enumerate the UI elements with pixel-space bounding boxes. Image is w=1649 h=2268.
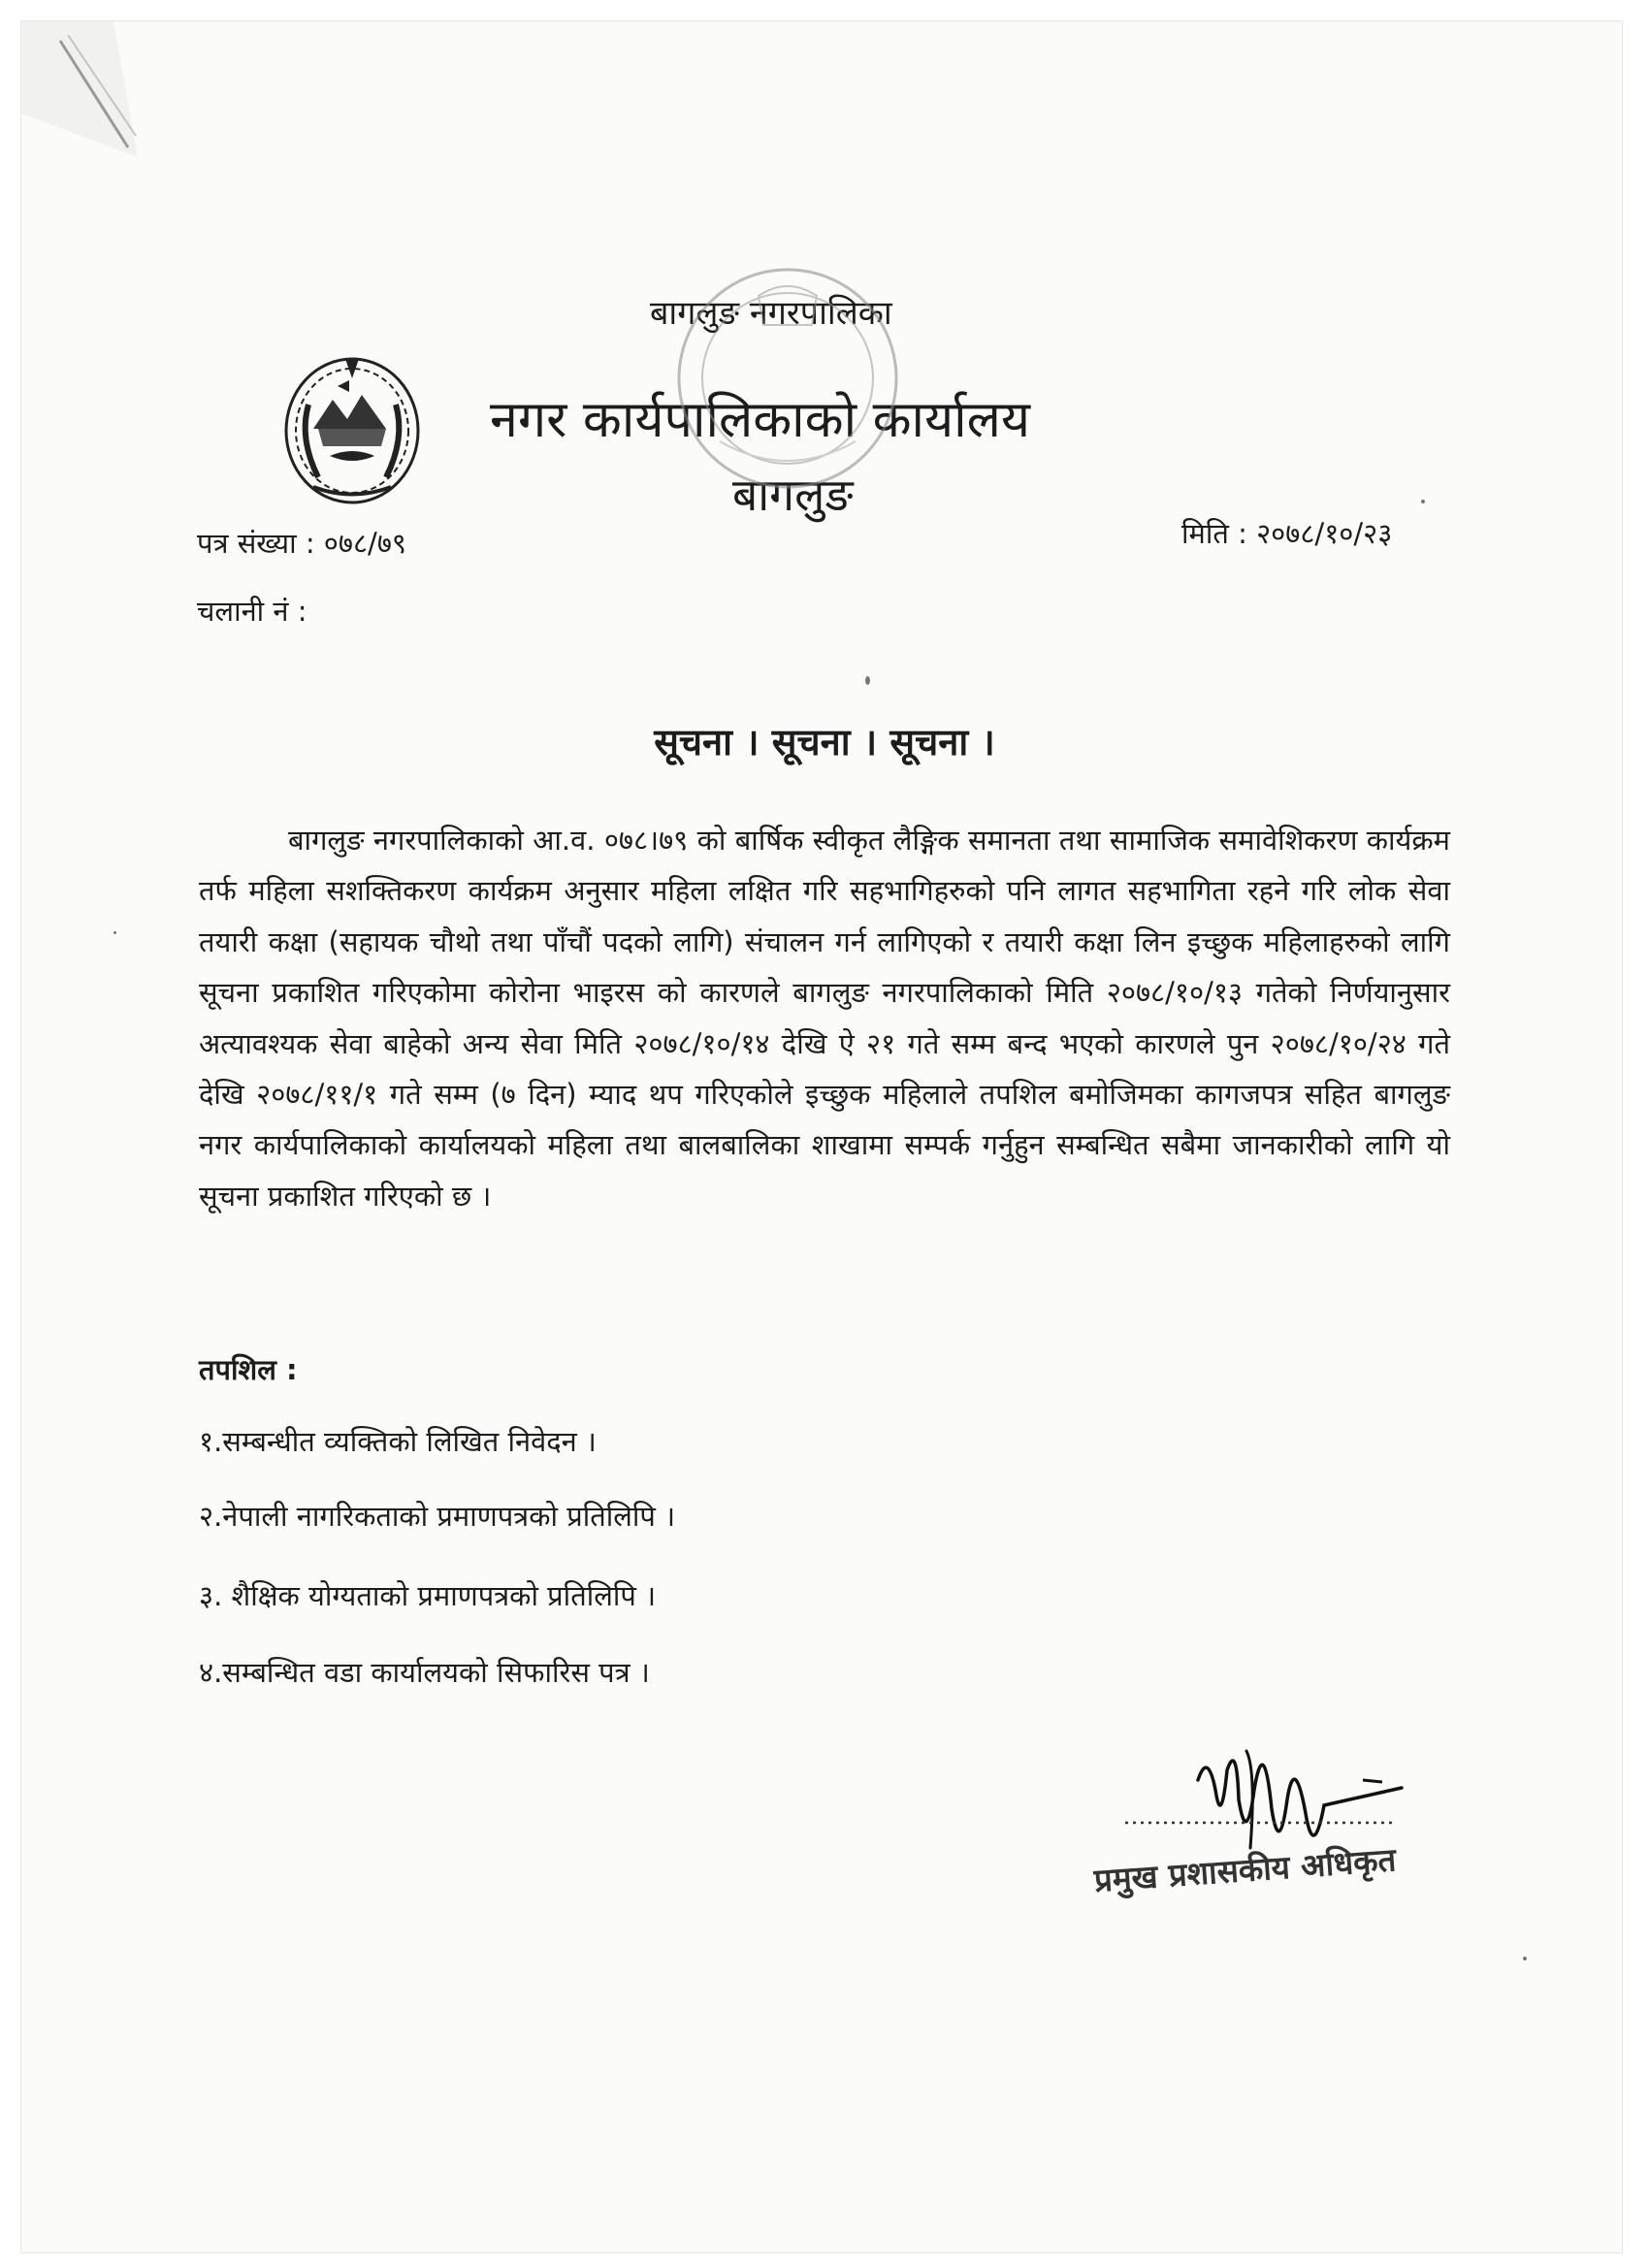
notice-title: सूचना । सूचना । सूचना । (654, 721, 995, 763)
notice-body: बागलुङ नगरपालिकाको आ.व. ०७८।७९ को बार्षिक स्वीकृत लैङ्गिक समानता तथा सामाजिक समावेशिकरण कार्यक्रम तर्फ महिला सशक्तिकरण कार्यक्रम अनुसार महिला लक्षित गरि सहभागिहरुको पनि लागत सहभागिता रहने गरि लोक सेवा तयारी कक्षा (सहायक चौथो तथा पाँचौं पदको लागि) संचालन गर्न लागिएको र तयारी कक्षा लिन इच्छुक महिलाहरुको लागि सूचना प्रकाशित गरिएकोमा कोरोना भाइरस को कारणले बागलुङ नगरपालिकाको मिति २०७८/१०/१३ गतेको निर्णयानुसार अत्यावश्यक सेवा बाहेको अन्य सेवा मिति २०७८/१०/१४ देखि ऐ २१ गते सम्म बन्द भएको कारणले पुन २०७८/१०/२४ गते देखि २०७८/११/१ गते सम्म (७ दिन) म्याद थप गरिएकोले इच्छुक महिलाले तपशिल बमोजिमका कागजपत्र सहित बागलुङ नगर कार्यपालिकाको कार्यालयको महिला तथा बालबालिका शाखामा सम्पर्क गर्नुहुन सम्बन्धित सबैमा जानकारीको लागि यो सूचना प्रकाशित गरिएको छ । (199, 824, 1450, 1213)
list-item: २.नेपाली नागरिकताको प्रमाणपत्रको प्रतिलिपि । (199, 1500, 676, 1533)
office-name: नगर कार्यपालिकाको कार्यालय (490, 391, 1031, 449)
nepal-government-emblem-icon (279, 351, 425, 506)
list-item: ३. शैक्षिक योग्यताको प्रमाणपत्रको प्रतिलिपि । (199, 1579, 657, 1612)
signature-line-icon (1125, 1820, 1397, 1826)
office-stamp-icon (652, 257, 923, 500)
letter-date: मिति : २०७८/१०/२३ (1181, 517, 1393, 550)
list-item: ४.सम्बन्धित वडा कार्यालयको सिफारिस पत्र । (199, 1656, 650, 1689)
office-location: बागलुङ (732, 469, 854, 521)
list-heading: तपशिल : (199, 1353, 298, 1386)
signatory-title: प्रमुख प्रशासकीय अधिकृत (1092, 1840, 1398, 1899)
folded-corner-icon (21, 21, 138, 157)
letter-number: पत्र संख्या : ०७८/७९ (197, 527, 406, 560)
list-item: १.सम्बन्धीत व्यक्तिको लिखित निवेदन । (199, 1425, 597, 1458)
municipality-name: बागलुङ नगरपालिका (650, 294, 892, 333)
dispatch-number: चलानी नं : (197, 595, 307, 628)
